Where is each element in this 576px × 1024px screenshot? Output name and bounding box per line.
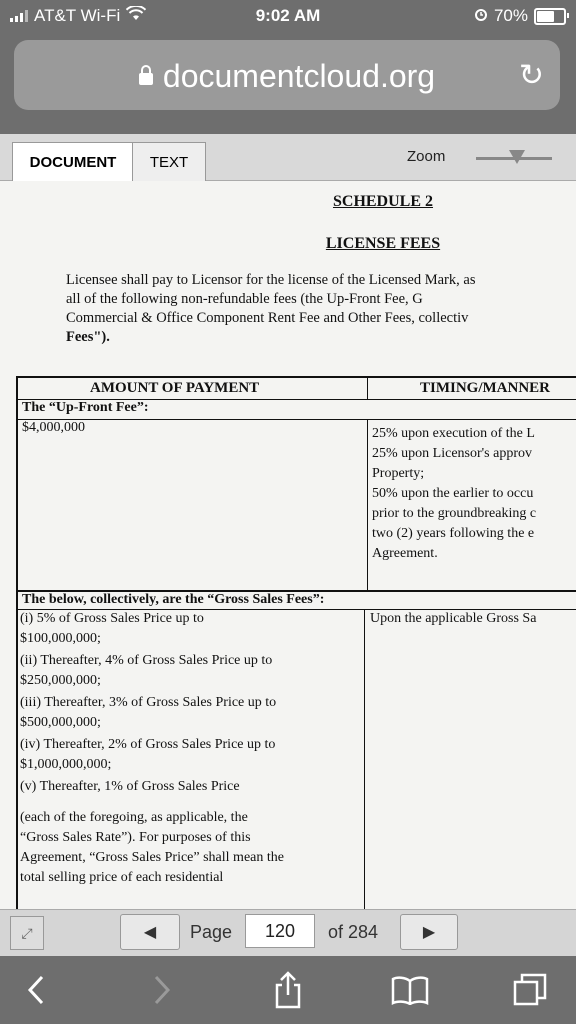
upfront-timing-line: 25% upon execution of the L — [372, 426, 535, 441]
forward-icon[interactable] — [140, 968, 184, 1012]
alarm-icon — [474, 6, 488, 26]
upfront-timing-line: Agreement. — [372, 546, 438, 561]
status-bar — [0, 0, 576, 34]
gross-sales-line: (ii) Thereafter, 4% of Gross Sales Price up to — [20, 653, 273, 668]
intro-line: Fees"). — [66, 329, 110, 345]
gross-sales-timing: Upon the applicable Gross Sa — [370, 611, 537, 626]
back-icon[interactable] — [14, 968, 58, 1012]
arrow-left-icon: ◀ — [143, 924, 157, 941]
page-number-input[interactable] — [245, 914, 315, 948]
gross-sales-line: (each of the foregoing, as applicable, the — [20, 810, 248, 825]
gross-sales-line: (i) 5% of Gross Sales Price up to — [20, 611, 204, 626]
battery-icon — [534, 8, 566, 25]
previous-page-button[interactable] — [120, 914, 180, 950]
upfront-timing-line: 50% upon the earlier to occu — [372, 486, 534, 501]
upfront-timing-line: Property; — [372, 466, 425, 481]
gross-sales-line: $500,000,000; — [20, 715, 101, 730]
table-rule — [367, 419, 368, 591]
share-icon[interactable] — [266, 968, 310, 1012]
license-fees-heading: LICENSE FEES — [325, 235, 441, 252]
gross-sales-line: (iii) Thereafter, 3% of Gross Sales Price up to — [20, 695, 277, 710]
table-rule — [367, 378, 368, 400]
col-timing-header: TIMING/MANNER — [420, 380, 550, 396]
battery-fill — [537, 11, 554, 22]
fees-table — [16, 376, 576, 909]
zoom-label: Zoom — [407, 148, 446, 165]
upfront-timing-line: two (2) years following the e — [372, 526, 535, 541]
intro-line: all of the following non-refundable fees (the Up-Front Fee, G — [66, 291, 423, 307]
tab-text[interactable]: TEXT — [132, 142, 206, 181]
arrow-right-icon: ▶ — [422, 924, 436, 941]
intro-line: Commercial & Office Component Rent Fee and Other Fees, collectiv — [66, 310, 469, 326]
document-viewer — [0, 134, 576, 909]
upfront-timing-line: prior to the groundbreaking c — [372, 506, 537, 521]
upfront-timing-line: 25% upon Licensor's approv — [372, 446, 532, 461]
next-page-button[interactable] — [400, 914, 458, 950]
carrier-label: AT&T Wi-Fi — [34, 6, 121, 25]
gross-sales-line: $250,000,000; — [20, 673, 101, 688]
col-amount-header: AMOUNT OF PAYMENT — [90, 380, 260, 396]
lock-icon — [139, 73, 153, 85]
browser-toolbar — [0, 956, 576, 1024]
status-right — [474, 6, 566, 26]
document-page — [0, 181, 576, 909]
zoom-thumb[interactable] — [509, 150, 525, 164]
page-count-label: of 284 — [328, 922, 379, 942]
gross-sales-line: Agreement, “Gross Sales Price” shall mean the — [20, 850, 284, 865]
url-text: documentcloud.org — [162, 58, 436, 94]
address-bar[interactable] — [14, 40, 560, 110]
battery-percent: 70% — [493, 6, 528, 25]
zoom-slider[interactable] — [476, 152, 552, 166]
clock: 9:02 AM — [255, 6, 321, 25]
gross-sales-line: $100,000,000; — [20, 631, 101, 646]
table-rule — [18, 419, 576, 420]
upfront-fee-amount: $4,000,000 — [22, 420, 85, 435]
upfront-fee-label: The “Up-Front Fee”: — [22, 400, 149, 415]
gross-sales-line: “Gross Sales Rate”). For purposes of this — [20, 830, 251, 845]
page-navigation — [0, 909, 576, 956]
viewer-tab-bar — [0, 134, 576, 181]
gross-sales-line: total selling price of each residential — [20, 870, 224, 885]
gross-sales-line: (v) Thereafter, 1% of Gross Sales Price — [20, 779, 240, 794]
gross-sales-fees-label: The below, collectively, are the “Gross Sales Fees”: — [22, 592, 325, 607]
gross-sales-line: $1,000,000,000; — [20, 757, 112, 772]
bookmarks-icon[interactable] — [388, 968, 432, 1012]
url-display[interactable] — [14, 58, 560, 95]
intro-paragraph — [66, 271, 576, 347]
fullscreen-icon[interactable]: ⤢ — [10, 916, 44, 950]
table-rule — [364, 609, 365, 909]
gross-sales-line: (iv) Thereafter, 2% of Gross Sales Price up to — [20, 737, 276, 752]
tab-document[interactable]: DOCUMENT — [12, 142, 134, 181]
tabs-icon[interactable] — [508, 968, 552, 1012]
page-label: Page — [190, 922, 233, 942]
schedule-heading: SCHEDULE 2 — [332, 193, 434, 210]
reload-icon[interactable]: ↻ — [518, 59, 544, 92]
intro-line: Licensee shall pay to Licensor for the license of the Licensed Mark, as — [66, 272, 476, 288]
